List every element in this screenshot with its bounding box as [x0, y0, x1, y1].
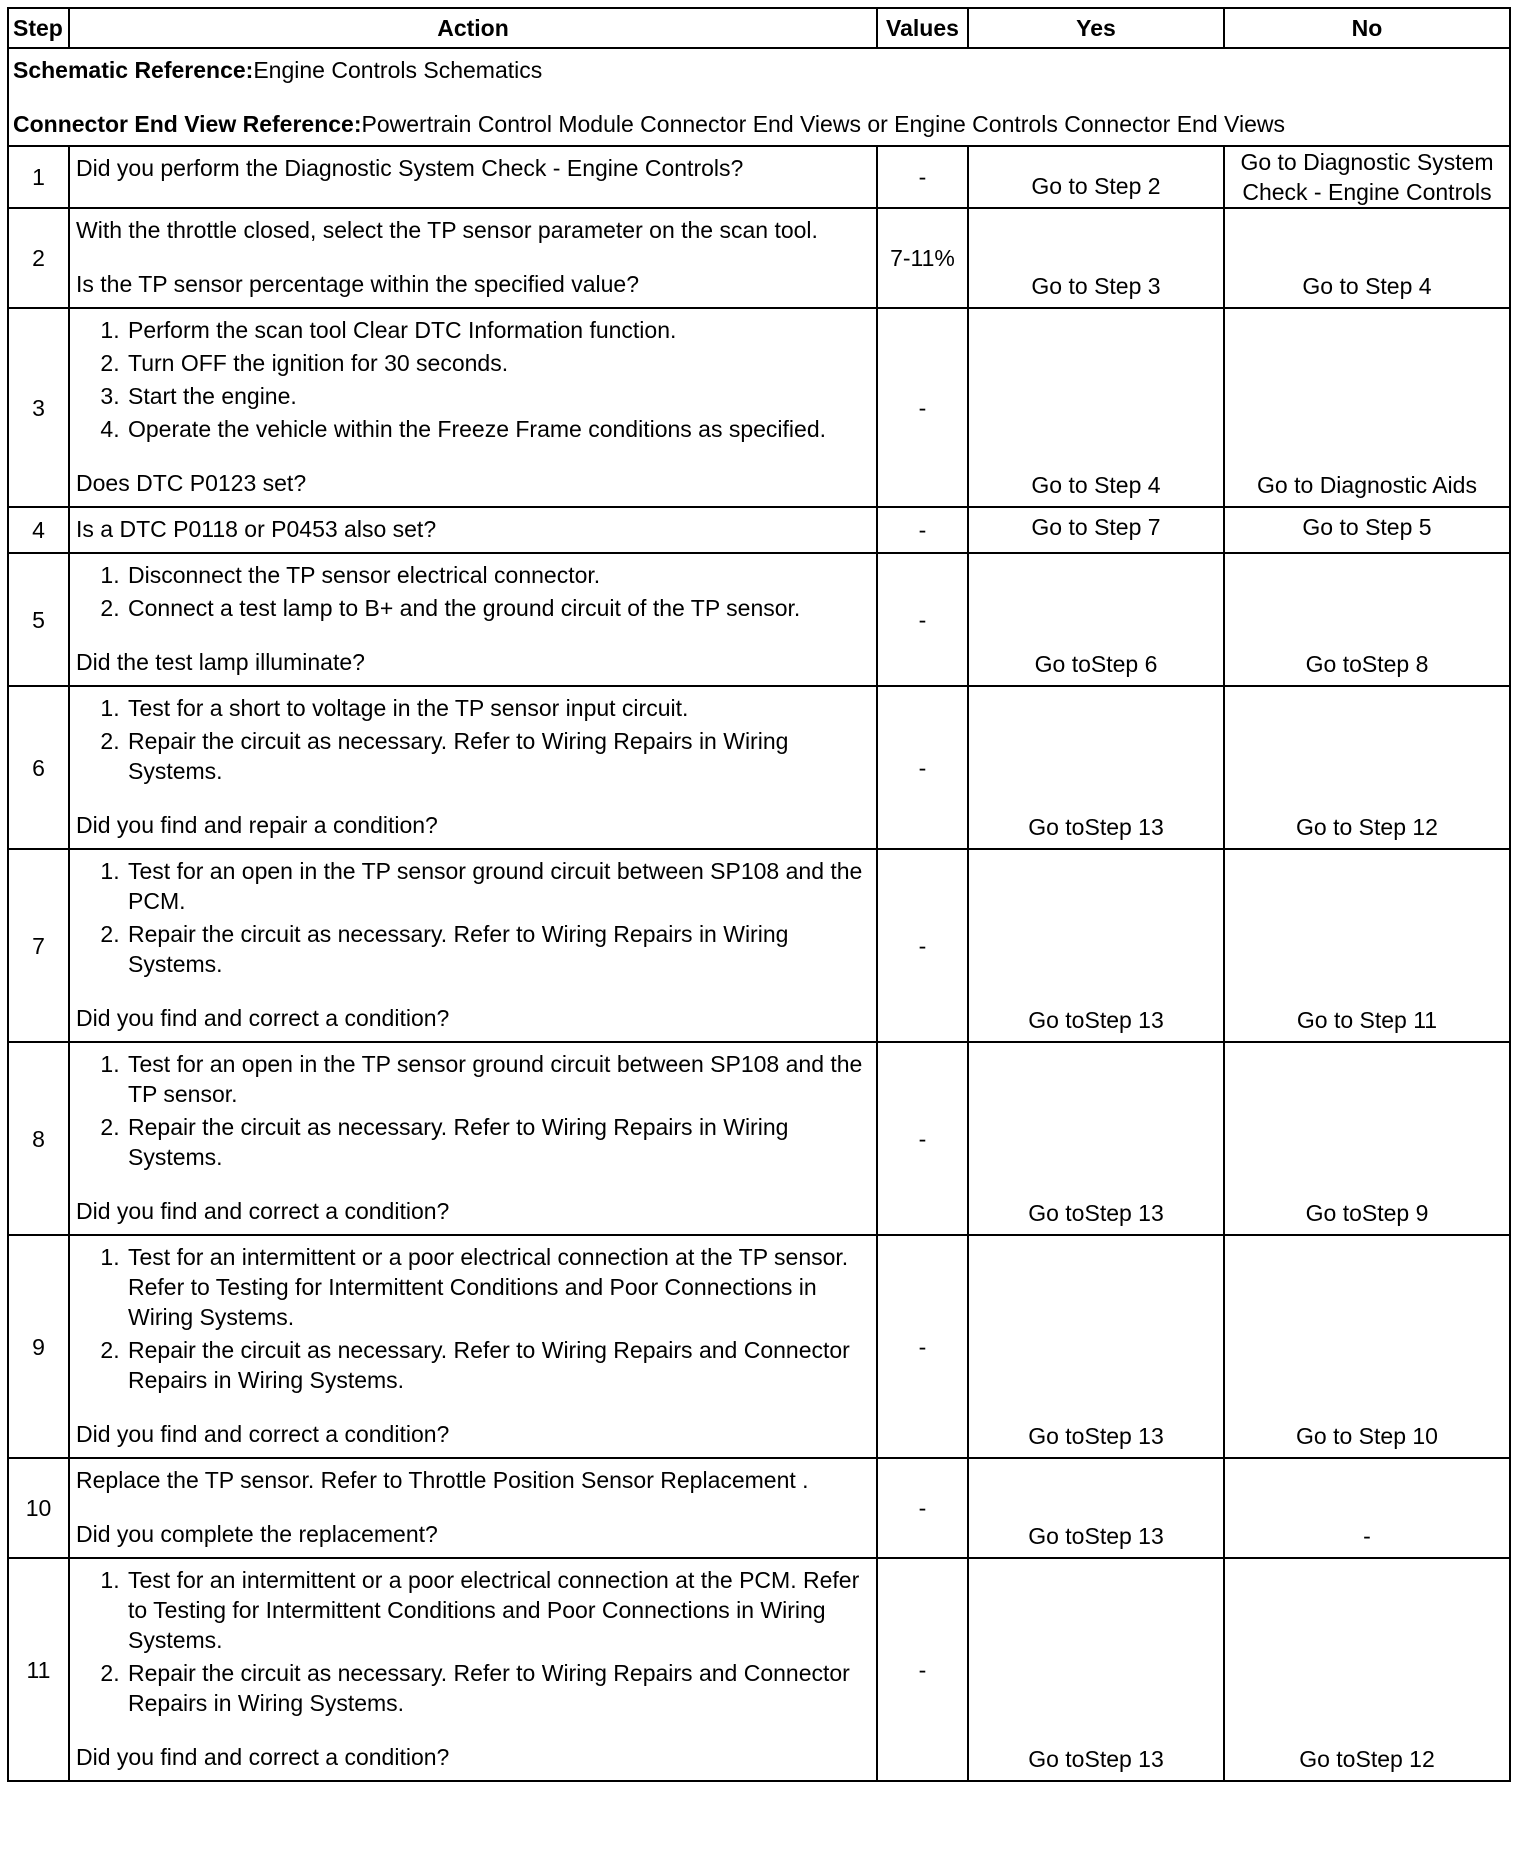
table-row: [8, 208, 1510, 308]
action-question: Did you perform the Diagnostic System Check - Engine Controls?: [76, 155, 744, 181]
action-item: 2. Turn OFF the ignition for 30 seconds.: [126, 348, 870, 378]
action-item: 1. Perform the scan tool Clear DTC Information function.: [126, 315, 870, 345]
yes-cell: Go to Step 3: [968, 208, 1224, 308]
step-number: 6: [8, 686, 69, 849]
no-cell: Go to Step 4: [1224, 208, 1510, 308]
yes-cell: Go to Step 4: [968, 308, 1224, 507]
table-row: [8, 686, 1510, 849]
value-cell: -: [877, 507, 968, 553]
step-number: 8: [8, 1042, 69, 1235]
action-item: 4. Operate the vehicle within the Freeze Frame conditions as specified.: [126, 414, 870, 444]
no-cell: -: [1224, 1458, 1510, 1558]
action-question: Is a DTC P0118 or P0453 also set?: [76, 516, 437, 542]
action-item: 1. Test for an open in the TP sensor ground circuit between SP108 and the TP sensor.: [126, 1049, 870, 1109]
action-list: [76, 1049, 870, 1172]
table-row: [8, 1235, 1510, 1458]
step-number: 11: [8, 1558, 69, 1781]
no-cell: Go toStep 9: [1224, 1042, 1510, 1235]
action-cell: [69, 1235, 877, 1458]
yes-cell: Go toStep 13: [968, 849, 1224, 1042]
action-item: 1. Test for an open in the TP sensor ground circuit between SP108 and the PCM.: [126, 856, 870, 916]
action-item: 1. Test for an intermittent or a poor electrical connection at the PCM. Refer to Testing for Intermittent Conditions and Poor Connections in Wiring Systems.: [126, 1565, 870, 1655]
table-row: [8, 146, 1510, 208]
value-cell: 7-11%: [877, 208, 968, 308]
no-cell: Go toStep 12: [1224, 1558, 1510, 1781]
action-item: 2. Repair the circuit as necessary. Refer to Wiring Repairs and Connector Repairs in Wiring Systems.: [126, 1335, 870, 1395]
action-question: Did you find and correct a condition?: [76, 1744, 450, 1770]
action-cell: [69, 308, 877, 507]
step-number: 10: [8, 1458, 69, 1558]
step-number: 2: [8, 208, 69, 308]
header-no: No: [1224, 8, 1510, 48]
value-cell: -: [877, 1558, 968, 1781]
reference-cell: [8, 48, 1510, 146]
no-cell: Go to Step 11: [1224, 849, 1510, 1042]
yes-cell: Go to Step 7: [968, 507, 1224, 553]
action-cell: [69, 1458, 877, 1558]
yes-cell: Go toStep 13: [968, 686, 1224, 849]
value-cell: -: [877, 1235, 968, 1458]
table-row: [8, 308, 1510, 507]
action-item: 2. Repair the circuit as necessary. Refer to Wiring Repairs in Wiring Systems.: [126, 1112, 870, 1172]
action-list: [76, 1565, 870, 1718]
header-action: Action: [69, 8, 877, 48]
connector-reference: [13, 109, 1503, 139]
no-cell: Go to Step 10: [1224, 1235, 1510, 1458]
action-item: 2. Connect a test lamp to B+ and the ground circuit of the TP sensor.: [126, 593, 870, 623]
no-cell: Go toStep 8: [1224, 553, 1510, 686]
action-item: 2. Repair the circuit as necessary. Refer to Wiring Repairs and Connector Repairs in Wiring Systems.: [126, 1658, 870, 1718]
yes-cell: Go toStep 13: [968, 1458, 1224, 1558]
no-cell: Go to Diagnostic Aids: [1224, 308, 1510, 507]
action-item: 1. Test for an intermittent or a poor electrical connection at the TP sensor. Refer to Testing for Intermittent Conditions and Poor Connections in Wiring Systems.: [126, 1242, 870, 1332]
action-cell: [69, 146, 877, 208]
action-item: 1. Test for a short to voltage in the TP sensor input circuit.: [126, 693, 870, 723]
action-question: Did you find and repair a condition?: [76, 812, 438, 838]
action-question: Did the test lamp illuminate?: [76, 649, 365, 675]
table-row: [8, 553, 1510, 686]
value-cell: -: [877, 1458, 968, 1558]
action-list: [76, 693, 870, 786]
action-question: Does DTC P0123 set?: [76, 470, 307, 496]
action-cell: [69, 849, 877, 1042]
step-number: 9: [8, 1235, 69, 1458]
step-number: 5: [8, 553, 69, 686]
yes-cell: Go toStep 13: [968, 1558, 1224, 1781]
table-row: [8, 849, 1510, 1042]
table-row: [8, 1458, 1510, 1558]
value-cell: -: [877, 308, 968, 507]
value-cell: -: [877, 686, 968, 849]
connector-reference-label: Connector End View Reference:: [13, 111, 362, 137]
step-number: 1: [8, 146, 69, 208]
action-question: Is the TP sensor percentage within the specified value?: [76, 271, 639, 297]
action-question: Did you find and correct a condition?: [76, 1005, 450, 1031]
action-item: 2. Repair the circuit as necessary. Refer to Wiring Repairs in Wiring Systems.: [126, 919, 870, 979]
schematic-reference-label: Schematic Reference:: [13, 57, 254, 83]
action-cell: [69, 507, 877, 553]
schematic-reference: [13, 55, 1503, 85]
action-item: 3. Start the engine.: [126, 381, 870, 411]
diagnostic-table: [7, 7, 1511, 1782]
reference-row: [8, 48, 1510, 146]
value-cell: -: [877, 849, 968, 1042]
action-intro: Replace the TP sensor. Refer to Throttle Position Sensor Replacement .: [76, 1467, 809, 1493]
step-number: 7: [8, 849, 69, 1042]
action-cell: [69, 208, 877, 308]
table-row: [8, 507, 1510, 553]
yes-cell: Go toStep 13: [968, 1042, 1224, 1235]
action-list: [76, 315, 870, 444]
step-number: 4: [8, 507, 69, 553]
connector-reference-text: Powertrain Control Module Connector End Views or Engine Controls Connector End Views: [361, 111, 1285, 137]
diagnostic-table-sheet: [7, 7, 1509, 1782]
action-list: [76, 560, 870, 623]
no-cell: Go to Diagnostic System Check - Engine Controls: [1224, 146, 1510, 208]
table-row: [8, 1558, 1510, 1781]
header-row: [8, 8, 1510, 48]
yes-cell: Go toStep 6: [968, 553, 1224, 686]
action-cell: [69, 1558, 877, 1781]
no-cell: Go to Step 5: [1224, 507, 1510, 553]
header-step: Step: [8, 8, 69, 48]
action-cell: [69, 686, 877, 849]
header-values: Values: [877, 8, 968, 48]
header-yes: Yes: [968, 8, 1224, 48]
action-question: Did you find and correct a condition?: [76, 1421, 450, 1447]
action-list: [76, 856, 870, 979]
step-number: 3: [8, 308, 69, 507]
yes-cell: Go toStep 13: [968, 1235, 1224, 1458]
value-cell: -: [877, 1042, 968, 1235]
value-cell: -: [877, 146, 968, 208]
table-row: [8, 1042, 1510, 1235]
schematic-reference-text: Engine Controls Schematics: [253, 57, 543, 83]
action-question: Did you find and correct a condition?: [76, 1198, 450, 1224]
action-intro: With the throttle closed, select the TP sensor parameter on the scan tool.: [76, 217, 818, 243]
value-cell: -: [877, 553, 968, 686]
action-list: [76, 1242, 870, 1395]
action-cell: [69, 1042, 877, 1235]
action-item: 1. Disconnect the TP sensor electrical connector.: [126, 560, 870, 590]
action-question: Did you complete the replacement?: [76, 1521, 438, 1547]
yes-cell: Go to Step 2: [968, 146, 1224, 208]
no-cell: Go to Step 12: [1224, 686, 1510, 849]
action-item: 2. Repair the circuit as necessary. Refer to Wiring Repairs in Wiring Systems.: [126, 726, 870, 786]
action-cell: [69, 553, 877, 686]
